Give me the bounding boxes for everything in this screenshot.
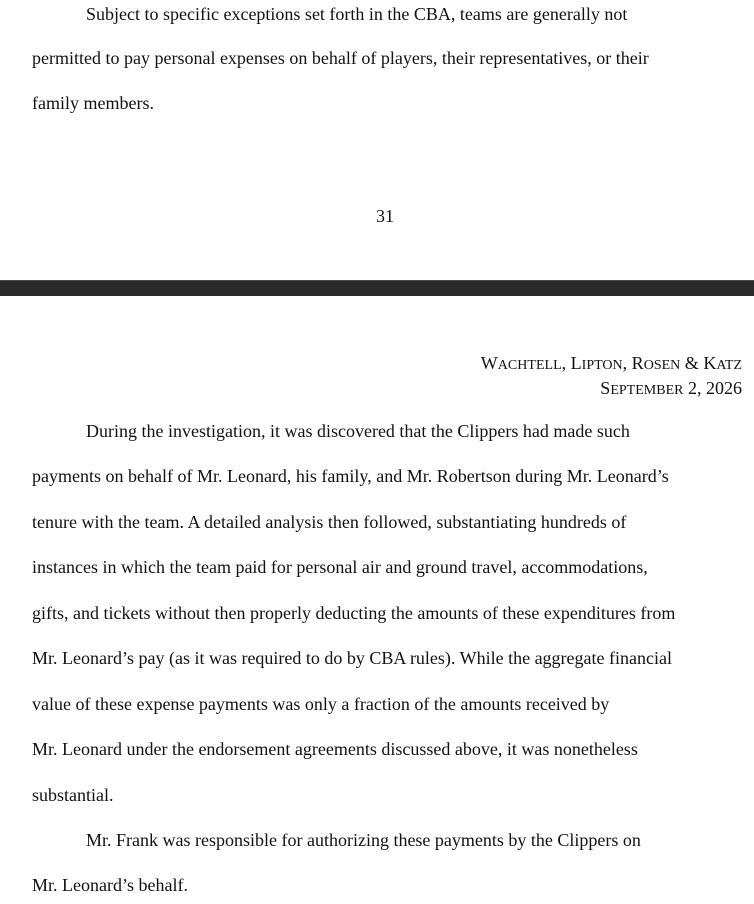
paragraph-line: permitted to pay personal expenses on behalf of players, their representatives, or their bbox=[32, 48, 649, 68]
document-page-top bbox=[0, 0, 754, 280]
paragraph-line: Mr. Leonard’s behalf. bbox=[32, 875, 188, 895]
paragraph-line: payments on behalf of Mr. Leonard, his family, and Mr. Robertson during Mr. Leonard’s bbox=[32, 466, 669, 486]
paragraph-line: Subject to specific exceptions set forth in the CBA, teams are generally not bbox=[86, 4, 628, 24]
firm-name-text: WACHTELL, LIPTON, ROSEN & KATZ bbox=[480, 353, 742, 373]
paragraph-line: gifts, and tickets without then properly deducting the amounts of these expenditures from bbox=[32, 603, 676, 623]
header-date bbox=[481, 377, 742, 402]
document-page-bottom bbox=[0, 296, 754, 904]
paragraph-line: instances in which the team paid for personal air and ground travel, accommodations, bbox=[32, 557, 648, 577]
paragraph-line: During the investigation, it was discovered that the Clippers had made such bbox=[86, 421, 630, 441]
paragraph-line: tenure with the team. A detailed analysis then followed, substantiating hundreds of bbox=[32, 512, 627, 532]
paragraph-line: Mr. Leonard under the endorsement agreements discussed above, it was nonetheless bbox=[32, 739, 638, 759]
paragraph-line: value of these expense payments was only a fraction of the amounts received by bbox=[32, 694, 610, 714]
paragraph-line: family members. bbox=[32, 93, 154, 113]
paragraph-line: Mr. Leonard’s pay (as it was required to do by CBA rules). While the aggregate financial bbox=[32, 648, 672, 668]
page-number: 31 bbox=[376, 206, 394, 226]
page-divider bbox=[0, 280, 754, 296]
firm-name bbox=[481, 352, 742, 377]
page-header bbox=[481, 352, 742, 402]
paragraph-line: Mr. Frank was responsible for authorizing these payments by the Clippers on bbox=[86, 830, 641, 850]
header-date-text: SEPTEMBER 2, 2026 bbox=[600, 378, 742, 398]
paragraph-line: substantial. bbox=[32, 785, 114, 805]
